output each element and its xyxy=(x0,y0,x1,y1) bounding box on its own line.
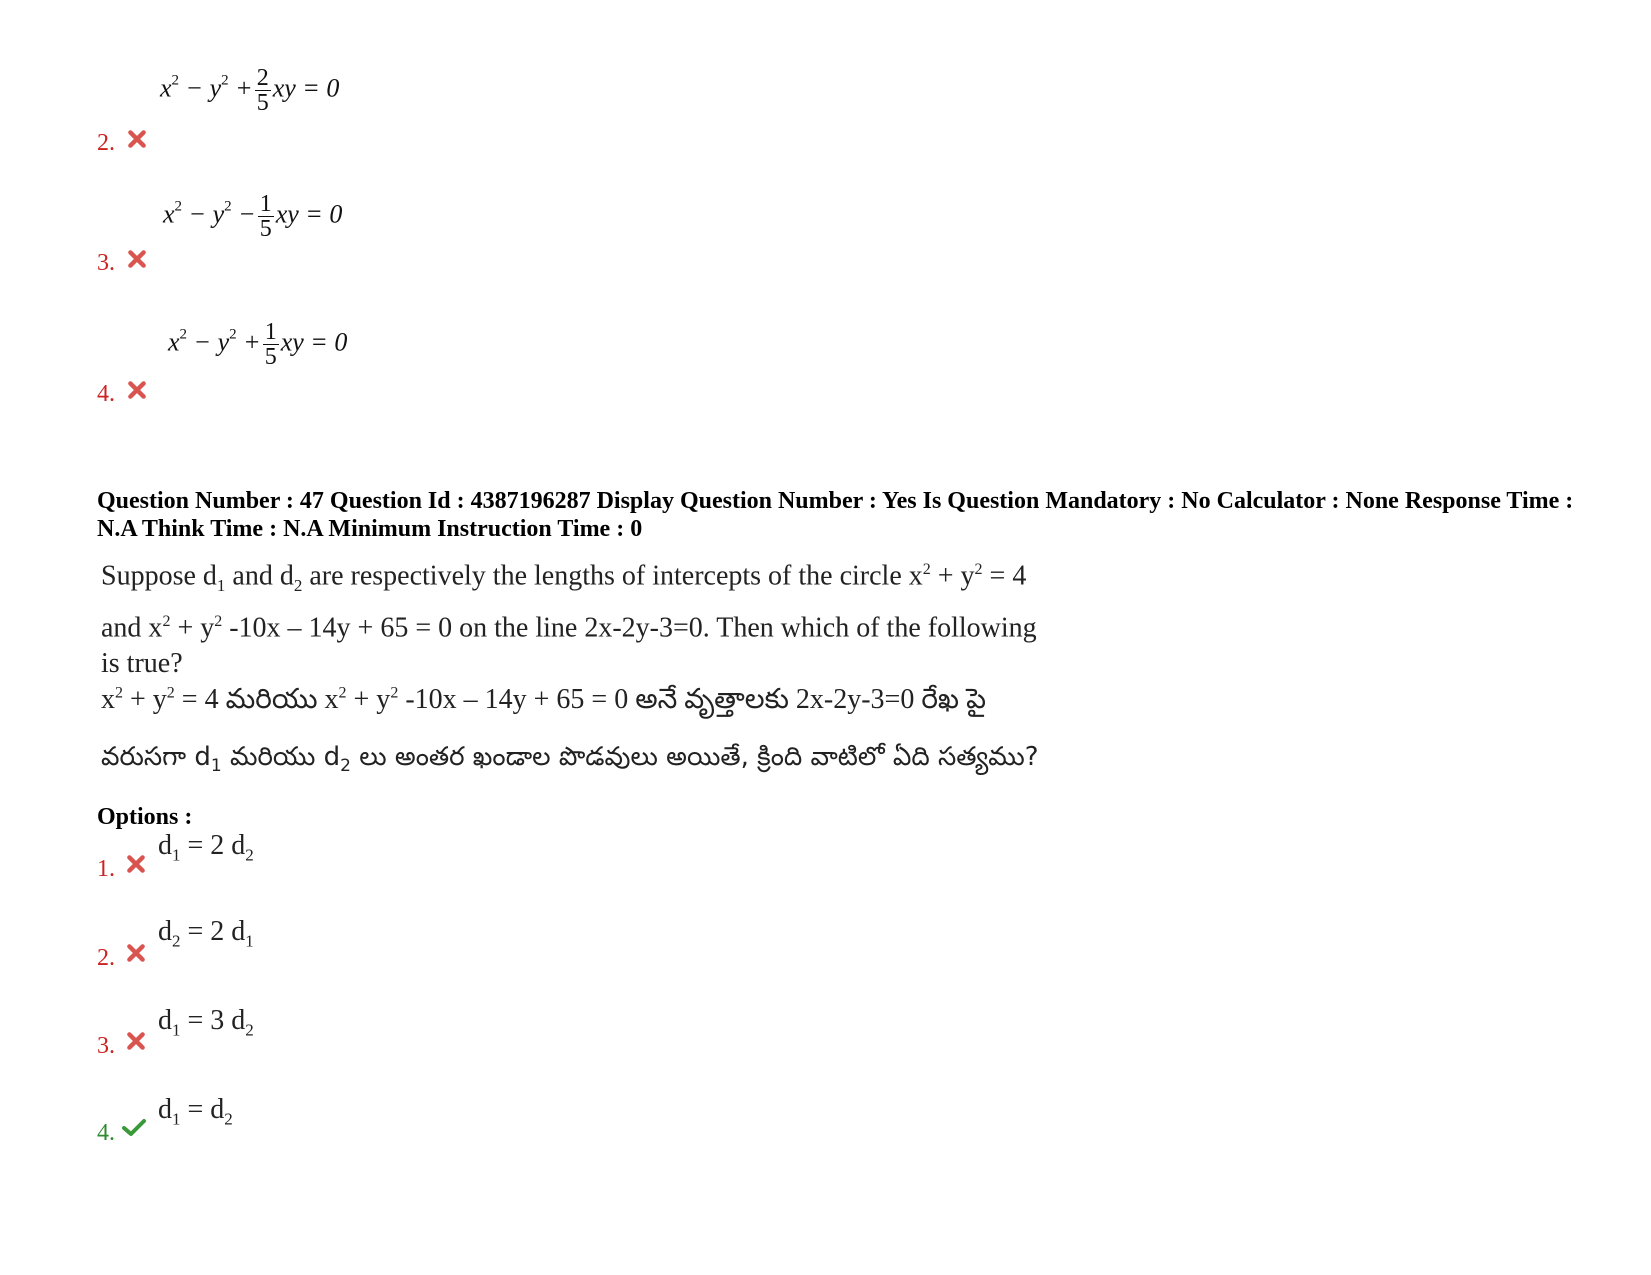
wrong-cross-icon xyxy=(125,1030,147,1052)
option-number: 4. xyxy=(97,1120,115,1146)
option-equation: $x^2 - y^2$ + $\frac{1}{5}$ xy = 0 xyxy=(168,319,348,370)
question-text-telugu-line2: వరుసగా $d_1$ మరియు $d_2$ లు అంతర ఖండాల పొడవులు అయితే, క్రింది వాటిలో ఏది సత్యము? xyxy=(101,742,1039,777)
option-number: 2. xyxy=(97,945,115,971)
option-number: 3. xyxy=(97,250,115,276)
option-number: 4. xyxy=(97,381,115,407)
wrong-cross-icon xyxy=(126,379,148,401)
option-number: 1. xyxy=(97,856,115,882)
wrong-cross-icon xyxy=(126,128,148,150)
option-text: $d_1 = d_2$ xyxy=(158,1094,233,1129)
correct-check-icon xyxy=(121,1116,147,1138)
options-label: Options : xyxy=(97,804,193,830)
option-equation: $x^2 - y^2$ + $\frac{2}{5}$ xy = 0 xyxy=(160,65,340,116)
wrong-cross-icon xyxy=(126,248,148,270)
wrong-cross-icon xyxy=(125,853,147,875)
option-number: 3. xyxy=(97,1033,115,1059)
question-text-telugu-line1: $x^2 + y^2 = 4$ మరియు $x^2 + y^2$ -10x – 14y + 65 = 0 అనే వృత్తాలకు 2x-2y-3=0 రేఖ పై xyxy=(101,684,986,715)
question-text-english: Suppose $d_1$ and $d_2$ are respectively the lengths of intercepts of the circle $x^2 + y^2 = 4$ and $x^2 + y^2$ -10x – 14y + 65 = 0 on the line 2x-2y-3=0. Then which of the following is true? xyxy=(101,560,1037,680)
option-number: 2. xyxy=(97,130,115,156)
option-text: $d_2 = 2$ $d_1$ xyxy=(158,916,254,951)
question-meta: Question Number : 47 Question Id : 4387196287 Display Question Number : Yes Is Question Mandatory : No Calculator : None Response Time : N.A Think Time : N.A Minimum Instruction Time : 0 xyxy=(97,488,1574,542)
option-equation: $x^2 - y^2$ − $\frac{1}{5}$ xy = 0 xyxy=(163,191,343,242)
option-text: $d_1 = 2$ $d_2$ xyxy=(158,830,254,865)
wrong-cross-icon xyxy=(125,942,147,964)
option-text: $d_1 = 3$ $d_2$ xyxy=(158,1005,254,1040)
